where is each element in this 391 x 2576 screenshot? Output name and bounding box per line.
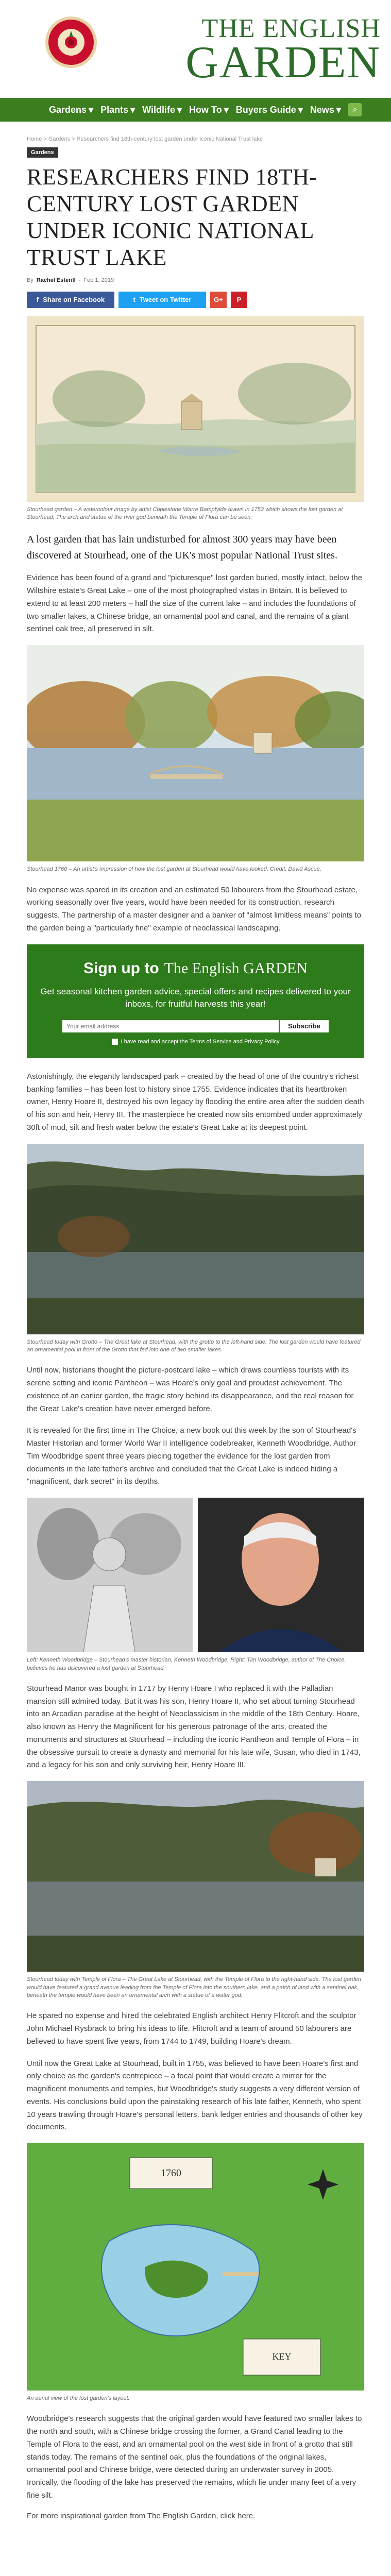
nav-label: Plants xyxy=(100,104,129,115)
search-icon: ⌕ xyxy=(352,105,358,114)
paragraph: No expense was spared in its creation and an estimated 50 labourers from the Stourhead estate, working seasonally over five years, would have been needed for its construction, research suggests. The partnership of a master designer and a banker of "almost limitless means" points to the garden being a "particularly fine" example of neoclassical landscaping. xyxy=(27,885,362,933)
article-image-watercolour xyxy=(27,316,364,502)
google-plus-icon: G+ xyxy=(214,296,223,304)
image-caption: Stourhead 1760 – An artist's impression of how the lost garden at Stourhead would have looked. Credit: David Ascue. xyxy=(27,866,321,873)
paragraph: He spared no expense and hired the celebrated English architect Henry Flitcroft and the sculptor John Michael Rysbrack to bring his ideas to life. Flitcroft and a team of around 50 labourers are believed to have spent five years, from 1744 to 1749, building Hoare's dream. xyxy=(27,2011,356,2046)
byline xyxy=(27,277,364,283)
facebook-icon: f xyxy=(36,296,39,304)
article xyxy=(0,136,391,2520)
breadcrumb[interactable]: Home > Gardens > Researchers find 18th-century lost garden under iconic National Trust lake xyxy=(27,136,263,142)
site-title-line2: GARDEN xyxy=(185,38,381,88)
signup-heading-text: Sign up to xyxy=(83,959,159,977)
chevron-down-icon: ▾ xyxy=(298,104,303,115)
portrait-tim-woodbridge xyxy=(198,1498,364,1652)
site-header xyxy=(0,0,391,98)
byline-author[interactable]: Rachel Esterill xyxy=(36,277,76,283)
share-bar xyxy=(27,292,364,308)
signup-form xyxy=(39,1020,352,1032)
pinterest-icon: P xyxy=(236,296,242,304)
nav-label: Gardens xyxy=(49,104,87,115)
watercolour-illustration xyxy=(27,316,364,502)
terms-text: I have read and accept the Terms of Service and Privacy Policy xyxy=(121,1038,280,1045)
subscribe-button[interactable]: Subscribe xyxy=(279,1020,329,1032)
main-nav xyxy=(0,98,391,122)
category-badge[interactable]: Gardens xyxy=(27,147,58,158)
image-caption: An aerial view of the lost garden's layout. xyxy=(27,2395,130,2402)
image-caption: Left: Kenneth Woodbridge – Stourhead's master historian, Kenneth Woodbridge. Right: Tim Woodbridge, author of The Choice, believes he has discovered a lost garden at Stourhead. xyxy=(27,1657,346,1671)
aerial-map-illustration xyxy=(27,2143,364,2391)
paragraph: It is revealed for the first time in The Choice, a new book out this week by the son of Stourhead's Master Historian and former World War II intelligence codebreaker, Kenneth Woodbridge. Author Tim Woodbridge spent three years piecing together the evidence for the lost garden from documents in the late father's archive and concluded that the Great Lake is indeed hiding a "magnificent, dark secret" in its depths. xyxy=(27,1426,356,1486)
paragraph: Stourhead Manor was bought in 1717 by Henry Hoare I who replaced it with the Palladian mansion still admired today. But it was his son, Henry Hoare II, who set about turning Stourhead into an Arcadian paradise at the height of Neoclassicism in the middle of the 18th Century. Hoare, also known as Henry the Magnificent for his generous patronage of the arts, created the monuments and structures at Stourhead – including the iconic Pantheon and Temple of Flora – in the obsessive pursuit to create a dynasty and memorial for his late wife, Susan, who died in 1743, and a legacy for his son and only surviving heir, Henry Hoare III. xyxy=(27,1684,361,1770)
twitter-icon: t xyxy=(133,296,135,304)
newsletter-signup xyxy=(27,944,364,1058)
share-twitter-label: Tweet on Twitter xyxy=(139,296,192,304)
nav-label: Wildlife xyxy=(142,104,175,115)
paragraph: Until now, historians thought the picture-postcard lake – which draws countless tourists with its serene setting and iconic Pantheon – was Hoare's only goal and proudest achievement. The existence of an earlier garden, the tragic story behind its disappearance, and the real reason for the Great Lake's creation have never emerged before. xyxy=(27,1366,354,1413)
nav-item-gardens[interactable] xyxy=(49,105,93,115)
byline-prefix: By xyxy=(27,277,33,283)
site-title-line1: THE ENGLISH xyxy=(201,14,381,43)
site-logo[interactable] xyxy=(45,16,97,68)
lake-temple-photo xyxy=(27,1781,364,1972)
search-button[interactable] xyxy=(348,103,362,116)
chevron-down-icon: ▾ xyxy=(224,104,229,115)
article-headline: RESEARCHERS FIND 18TH-CENTURY LOST GARDEN UNDER ICONIC NATIONAL TRUST LAKE xyxy=(27,164,317,270)
email-field[interactable] xyxy=(62,1020,279,1032)
map-key-label: KEY xyxy=(272,2351,292,2362)
article-image-lake-temple xyxy=(27,1781,364,1972)
paragraph: Astonishingly, the elegantly landscaped park – created by the head of one of the country's richest banking families – has been lost to history since 1755. Evidence indicates that its heartbroken owner, Henry Hoare II, destroyed his own legacy by flooding the entire area after the sudden death of his son and heir, Henry III. The masterpiece he created now sits entombed under approximately 30ft of mud, silt and fresh water below the estate's Great Lake at its deepest point. xyxy=(27,1072,364,1132)
portrait-kenneth-woodbridge xyxy=(27,1498,193,1652)
byline-separator: - xyxy=(78,277,81,283)
chevron-down-icon: ▾ xyxy=(336,104,341,115)
nav-item-news[interactable] xyxy=(310,105,341,115)
terms-checkbox[interactable] xyxy=(112,1039,118,1045)
map-year-label: 1760 xyxy=(161,2167,181,2179)
byline-date: Feb 1, 2019 xyxy=(83,277,114,283)
nav-label: Buyers Guide xyxy=(235,104,296,115)
paragraph: Woodbridge's research suggests that the original garden would have featured two smaller lakes to the north and south, with a Chinese bridge crossing the former, a Grand Canal leading to the Temple of Flora to the east, and an ornamental pool on the west side in front of a grotto that still stands today. The remains of the sentinel oak, plus the foundations of the original lakes, ornamental pool and Chinese bridge, were detected during an underwater survey in 2005. Ironically, the flooding of the lake has preserved the remains, which lie under many feet of a very fine silt. xyxy=(27,2414,362,2500)
site-title[interactable] xyxy=(185,14,381,88)
signup-description: Get seasonal kitchen garden advice, special offers and recipes delivered to your inboxs, for fruitful harvests this year! xyxy=(40,986,351,1009)
share-google-button[interactable] xyxy=(210,292,227,308)
chevron-down-icon: ▾ xyxy=(130,104,135,115)
share-facebook-button[interactable] xyxy=(27,292,114,308)
article-image-lake-grotto xyxy=(27,1144,364,1334)
article-image-aerial-map xyxy=(27,2143,364,2391)
portrait-pair xyxy=(27,1498,364,1652)
chevron-down-icon: ▾ xyxy=(89,104,94,115)
terms-agreement xyxy=(39,1039,352,1045)
paragraph: Evidence has been found of a grand and "picturesque" lost garden buried, mostly intact, below the Wiltshire estate's Great Lake – one of the most photographed vistas in Britain. It is believed to extend to at least 200 meters – half the size of the current lake – and includes the foundations of two smaller lakes, a Chinese bridge, an ornamental pool and canal, and the remains of a giant sentinel oak tree, all preserved in silt. xyxy=(27,573,363,634)
image-caption: Stourhead today with Temple of Flora – The Great Lake at Stourhead, with the Temple of Flora to the right-hand side. The lost garden would have featured a grand avenue leading from the Temple of Flora into the southern lake, and a patch of land with a sentinel oak, beneath the temple would have been an ornamental arch with a statue of a water god. xyxy=(27,1976,362,1998)
article-lead: A lost garden that has lain undisturbed for almost 300 years may have been discovered at Stourhead, one of the UK's most popular National Trust sites. xyxy=(27,534,337,562)
chevron-down-icon: ▾ xyxy=(177,104,182,115)
rose-logo-icon xyxy=(48,20,94,65)
nav-label: News xyxy=(310,104,334,115)
read-more-link[interactable]: For more inspirational garden from The English Garden, click here. xyxy=(27,2511,256,2520)
share-pinterest-button[interactable] xyxy=(231,292,247,308)
portrait-photo-left xyxy=(27,1498,193,1652)
image-caption: Stourhead garden – A watercolour image by artist Coplestone Warre Bampfylde drawn in 1753 which shows the lost garden at Stourhead. The arch and statue of the river god beneath the Temple of Flora can be seen. xyxy=(27,506,343,521)
image-caption: Stourhead today with Grotto – The Great lake at Stourhead, with the grotto to the left-hand side. The lost garden would have featured an ornamental pool in front of the Grotto that fed into one of two smaller lakes. xyxy=(27,1338,361,1353)
share-facebook-label: Share on Facebook xyxy=(43,296,105,304)
signup-brand: The English GARDEN xyxy=(164,959,308,977)
lake-grotto-photo xyxy=(27,1144,364,1334)
portrait-photo-right xyxy=(198,1498,364,1652)
share-twitter-button[interactable] xyxy=(118,292,206,308)
nav-label: How To xyxy=(189,104,222,115)
nav-item-plants[interactable] xyxy=(100,105,135,115)
artist-impression-illustration xyxy=(27,645,364,861)
paragraph: Until now the Great Lake at Stourhead, built in 1755, was believed to have been Hoare's first and only choice as the garden's centrepiece – a focal point that would create a mirror for the magnificent monuments and temples, but Woodbridge's study suggests a very different version of events. His conclusions build upon the painstaking research of his late father, Kenneth, who spent 10 years trawling through Hoare's personal letters, bank ledger entries and thousands of other key documents. xyxy=(27,2059,363,2132)
signup-heading xyxy=(39,960,352,977)
nav-item-how-to[interactable] xyxy=(189,105,229,115)
nav-item-buyers-guide[interactable] xyxy=(236,105,303,115)
article-image-impression xyxy=(27,645,364,861)
nav-item-wildlife[interactable] xyxy=(142,105,182,115)
